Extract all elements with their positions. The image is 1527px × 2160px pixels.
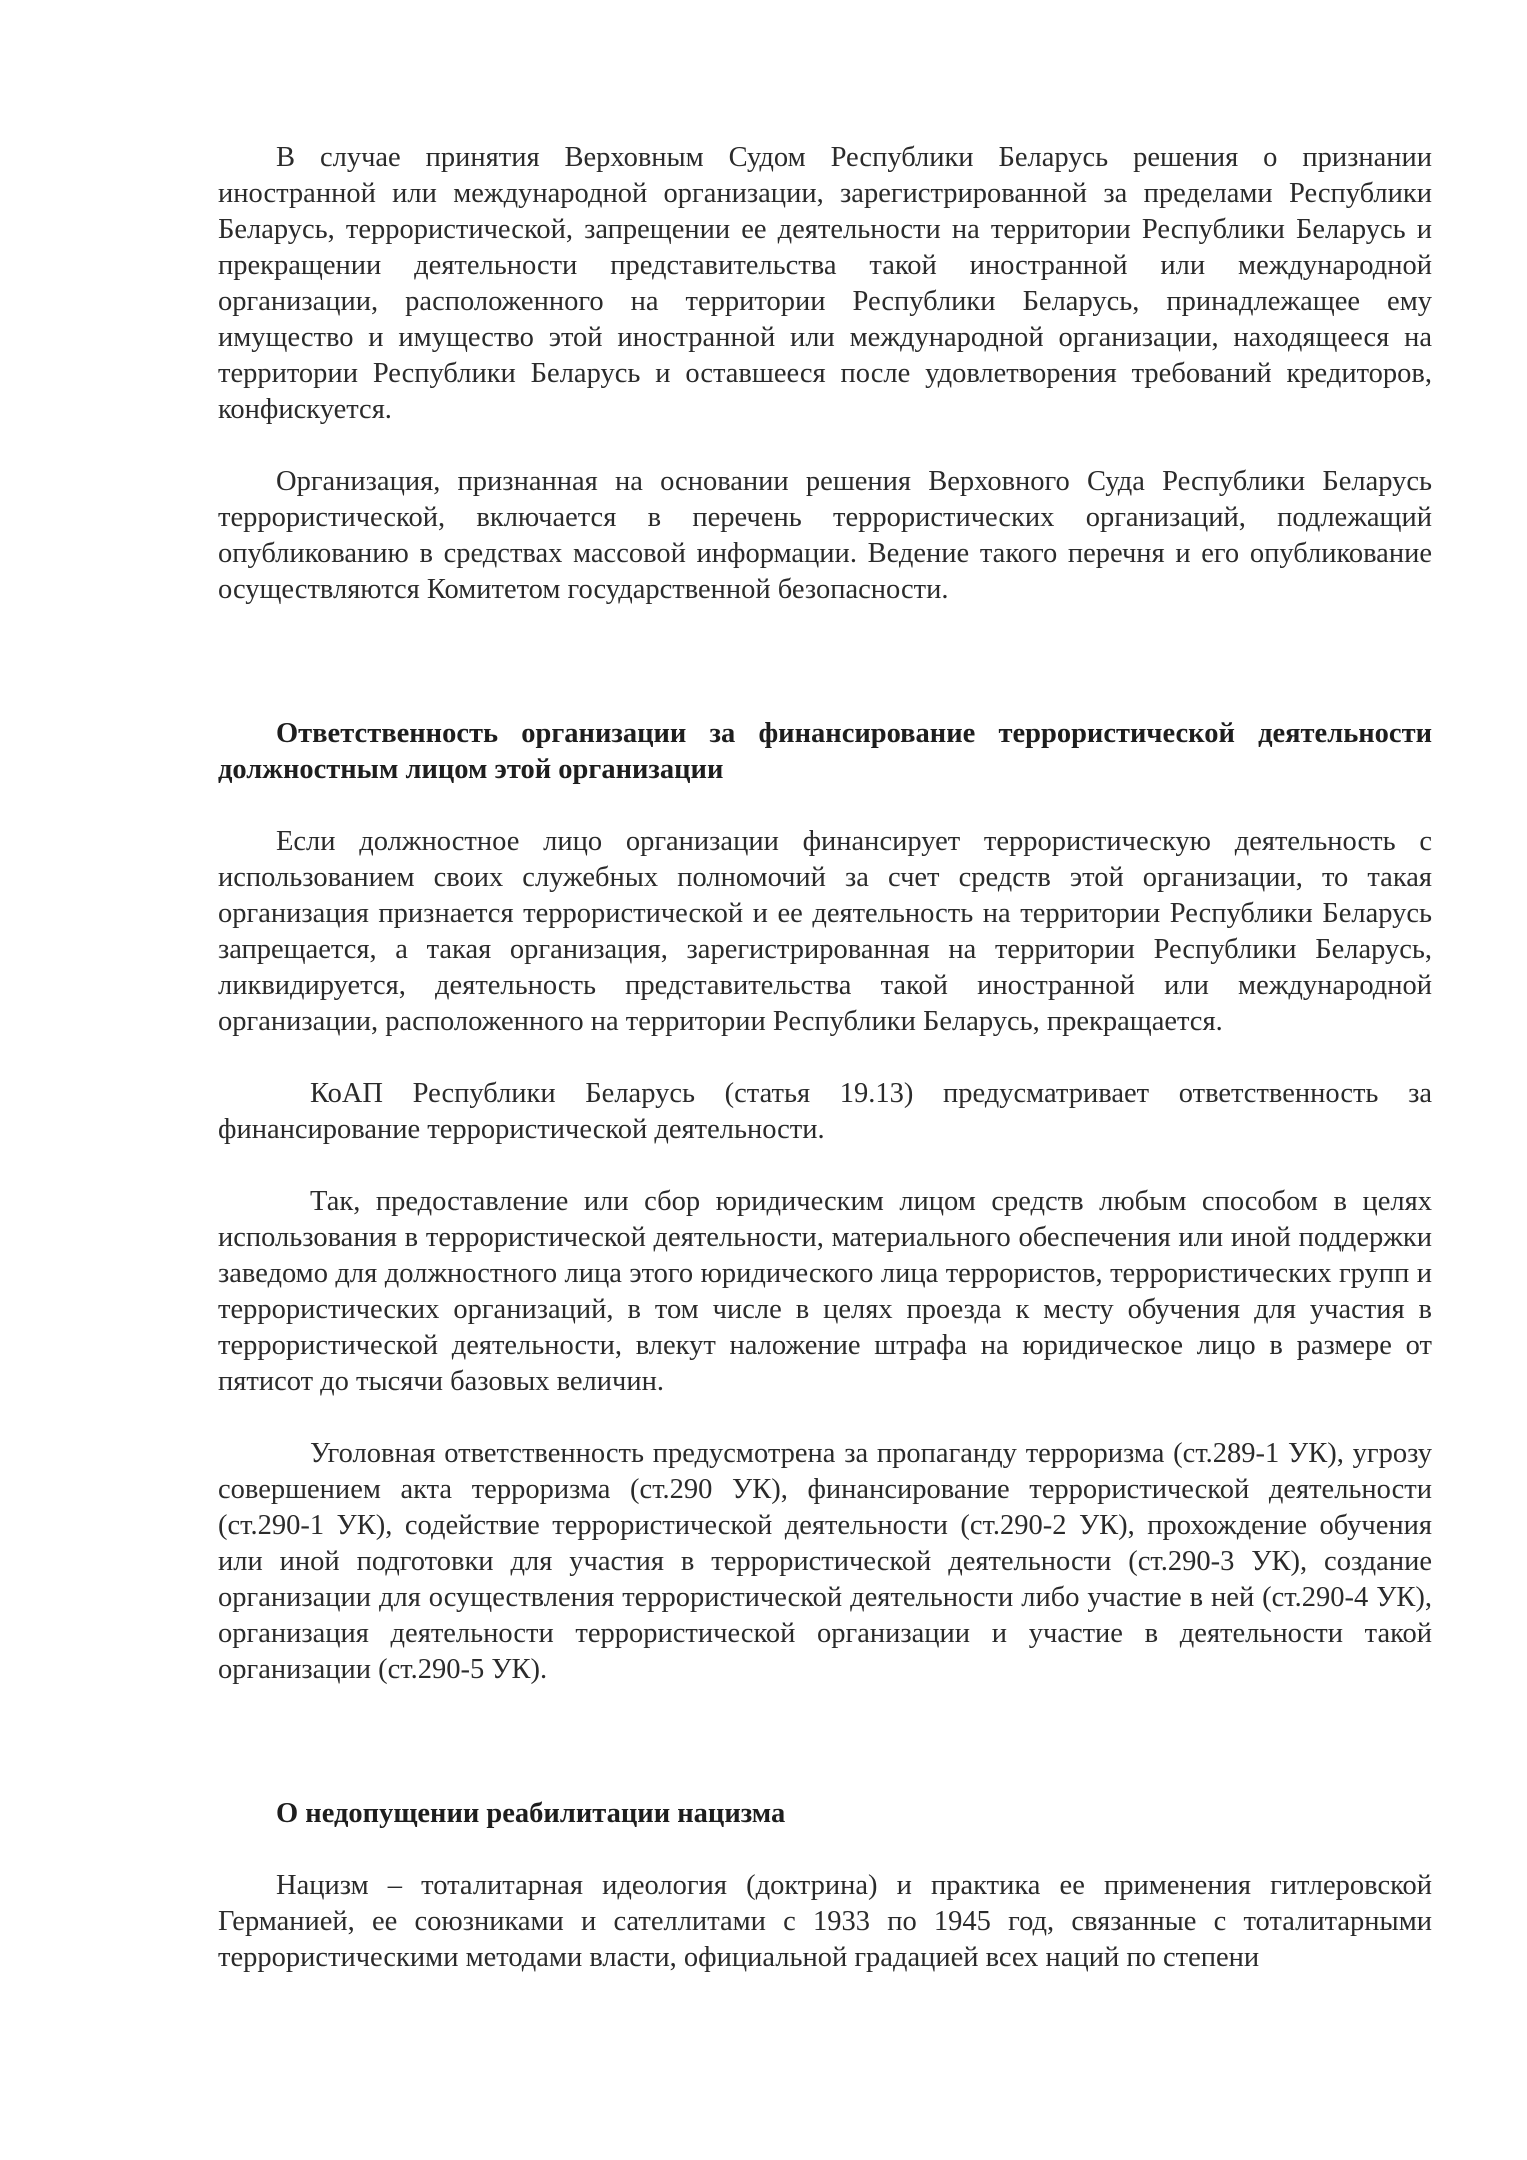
paragraph-spacer — [218, 788, 1432, 824]
section-spacer — [218, 1688, 1432, 1796]
paragraph-spacer — [218, 1040, 1432, 1076]
section-spacer — [218, 608, 1432, 716]
paragraph-spacer — [218, 428, 1432, 464]
paragraph-nazism-definition: Нацизм – тоталитарная идеология (доктрина) и практика ее применения гитлеровской Германией, ее союзниками и сателлитами с 1933 по 1945 год, связанные с тоталитарными террористическими методами власти, официальной градацией всех наций по степени — [218, 1870, 1432, 1973]
paragraph-criminal-liability: Уголовная ответственность предусмотрена за пропаганду терроризма (ст.289-1 УК), угрозу совершением акта терроризма (ст.290 УК), финансирование террористической деятельности (ст.290-1 УК), содействие террористической деятельности (ст.290-2 УК), прохождение обучения или иной подготовки для участия в террористической деятельности (ст.290-3 УК), создание организации для осуществления террористической деятельности либо участие в ней (ст.290-4 УК), организация деятельности террористической организации и участие в деятельности такой организации (ст.290-5 УК). — [218, 1438, 1432, 1685]
section-heading-organization-liability: Ответственность организации за финансирование террористической деятельности должностным лицом этой организации — [218, 718, 1432, 785]
paragraph-spacer — [218, 1148, 1432, 1184]
paragraph-official-financing: Если должностное лицо организации финансирует террористическую деятельность с использованием своих служебных полномочий за счет средств этой организации, то такая организация признается террористической и ее деятельность на территории Республики Беларусь запрещается, а такая организация, зарегистрированная на территории Республики Беларусь, ликвидируется, деятельность представительства такой иностранной или международной организации, расположенного на территории Республики Беларусь, прекращается. — [218, 826, 1432, 1037]
paragraph-legal-entity-fine: Так, предоставление или сбор юридическим лицом средств любым способом в целях использования в террористической деятельности, материального обеспечения или иной поддержки заведомо для должностного лица этого юридического лица террористов, террористических групп и террористических организаций, в том числе в целях проезда к месту обучения для участия в террористической деятельности, влекут наложение штрафа на юридическое лицо в размере от пятисот до тысячи базовых величин. — [218, 1186, 1432, 1397]
paragraph-koap-article: КоАП Республики Беларусь (статья 19.13) предусматривает ответственность за финансирование террористической деятельности. — [218, 1078, 1432, 1145]
document-page — [218, 140, 1432, 1976]
paragraph-court-confiscation: В случае принятия Верховным Судом Республики Беларусь решения о признании иностранной или международной организации, зарегистрированной за пределами Республики Беларусь, террористической, запрещении ее деятельности на территории Республики Беларусь и прекращении деятельности представительства такой иностранной или международной организации, расположенного на территории Республики Беларусь, принадлежащее ему имущество и имущество этой иностранной или международной организации, находящееся на территории Республики Беларусь и оставшееся после удовлетворения требований кредиторов, конфискуется. — [218, 142, 1432, 425]
paragraph-terrorist-list: Организация, признанная на основании решения Верховного Суда Республики Беларусь террористической, включается в перечень террористических организаций, подлежащий опубликованию в средствах массовой информации. Ведение такого перечня и его опубликование осуществляются Комитетом государственной безопасности. — [218, 466, 1432, 605]
paragraph-spacer — [218, 1832, 1432, 1868]
paragraph-spacer — [218, 1400, 1432, 1436]
section-heading-nazism: О недопущении реабилитации нацизма — [276, 1798, 786, 1829]
